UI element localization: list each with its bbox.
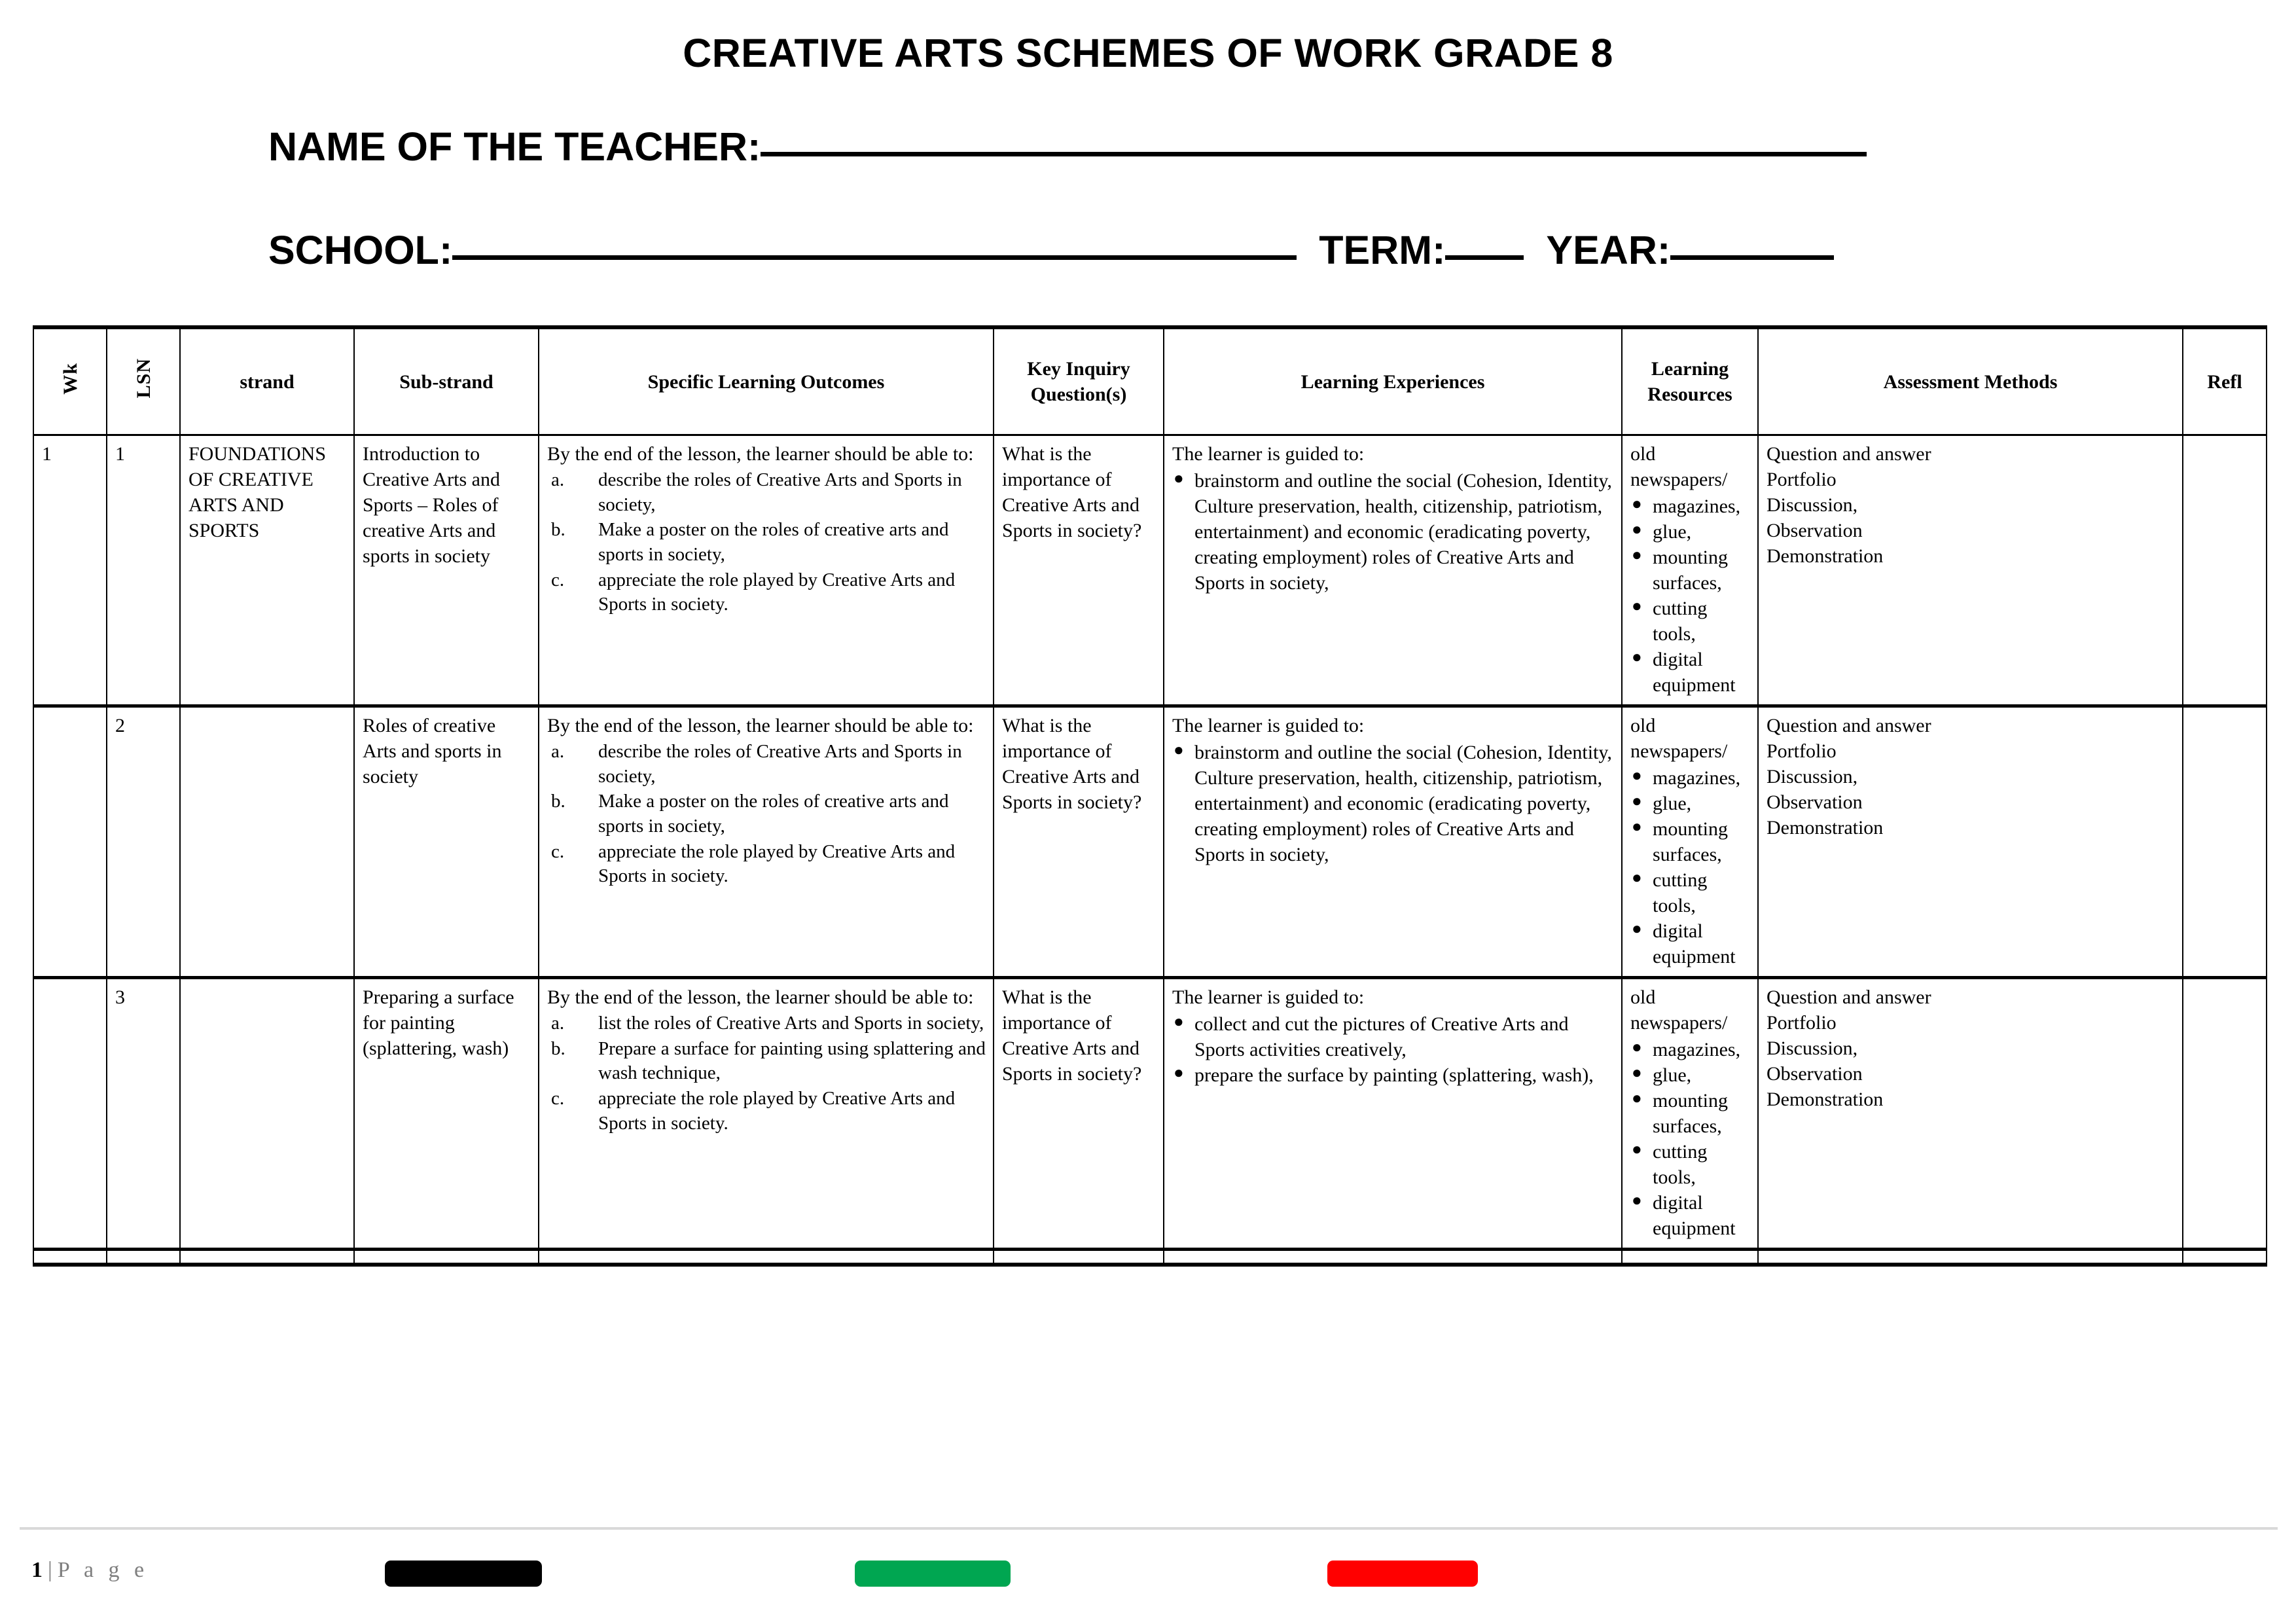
column-header-lsn-label: LSN bbox=[132, 358, 154, 399]
year-input-rule[interactable] bbox=[1670, 255, 1834, 260]
column-header-refl: Refl bbox=[2183, 327, 2267, 435]
list-item: ● glue, bbox=[1632, 791, 1692, 814]
red-bar bbox=[1327, 1561, 1478, 1587]
text-line: Observation bbox=[1767, 1063, 1863, 1085]
bullet-icon: ● bbox=[1632, 1191, 1642, 1210]
list-marker: b. bbox=[551, 519, 565, 541]
text-line: Portfolio bbox=[1767, 740, 1837, 762]
schemes-of-work-table bbox=[33, 325, 2267, 1267]
footer-divider bbox=[20, 1527, 2278, 1530]
black-bar bbox=[385, 1561, 542, 1587]
text-line: By the end of the lesson, the learner should be able to: bbox=[547, 443, 974, 465]
resources-list bbox=[1630, 765, 1751, 969]
bullet-icon: ● bbox=[1632, 545, 1642, 564]
list-marker: a. bbox=[551, 741, 565, 762]
outcomes-list bbox=[547, 468, 986, 617]
list-item: ● collect and cut the pictures of Creative Arts and Sports activities creatively, bbox=[1174, 1012, 1569, 1060]
cell-specific-learning-outcomes[interactable] bbox=[539, 978, 994, 1250]
list-marker: b. bbox=[551, 1038, 565, 1059]
list-item: ● prepare the surface by painting (splattering, wash), bbox=[1174, 1063, 1594, 1086]
green-bar bbox=[855, 1561, 1011, 1587]
school-term-year-row bbox=[268, 229, 1834, 271]
term-label: TERM: bbox=[1319, 228, 1446, 272]
text-line: Discussion, bbox=[1767, 1038, 1858, 1059]
resources-list bbox=[1630, 494, 1751, 698]
text-line: By the end of the lesson, the learner should be able to: bbox=[547, 986, 974, 1008]
school-input-rule[interactable] bbox=[452, 255, 1297, 260]
list-marker: c. bbox=[551, 840, 565, 862]
cell-sub-strand[interactable]: Preparing a surface for painting (splattering, wash) bbox=[354, 978, 539, 1250]
list-item: b. Make a poster on the roles of creative arts and sports in society, bbox=[551, 519, 949, 566]
term-input-rule[interactable] bbox=[1445, 255, 1524, 260]
cell-lsn[interactable]: 1 bbox=[107, 435, 180, 706]
text-line: The learner is guided to: bbox=[1172, 715, 1365, 736]
cell-refl[interactable] bbox=[2183, 978, 2267, 1250]
list-item: a. list the roles of Creative Arts and Sports in society, bbox=[547, 1011, 986, 1036]
teacher-label: NAME OF THE TEACHER: bbox=[268, 124, 761, 169]
cell-learning-experiences[interactable] bbox=[1164, 1250, 1622, 1265]
text-line: Demonstration bbox=[1767, 1089, 1884, 1110]
list-item: ● mounting surfaces, bbox=[1632, 545, 1729, 594]
table-header-row bbox=[33, 327, 2267, 435]
bullet-icon: ● bbox=[1632, 791, 1642, 810]
list-marker: b. bbox=[551, 791, 565, 812]
list-item: ● mounting surfaces, bbox=[1632, 1089, 1729, 1137]
teacher-field-row bbox=[268, 126, 1867, 168]
bullet-icon: ● bbox=[1632, 647, 1642, 666]
list-item: ● magazines, bbox=[1632, 494, 1741, 517]
year-label: YEAR: bbox=[1546, 228, 1671, 272]
cell-refl[interactable] bbox=[2183, 435, 2267, 706]
cell-strand[interactable] bbox=[180, 978, 354, 1250]
cell-lsn[interactable]: 2 bbox=[107, 706, 180, 978]
bullet-icon: ● bbox=[1632, 868, 1642, 887]
experiences-list bbox=[1172, 740, 1615, 867]
cell-assessment-methods[interactable] bbox=[1758, 1250, 2183, 1265]
footer-page-indicator bbox=[31, 1558, 149, 1583]
list-marker: c. bbox=[551, 569, 565, 590]
table-row bbox=[33, 978, 2267, 1250]
page-footer bbox=[31, 1553, 2270, 1612]
column-header-wk bbox=[33, 327, 107, 435]
cell-lsn[interactable]: 3 bbox=[107, 978, 180, 1250]
experiences-list bbox=[1172, 1011, 1615, 1088]
list-item: ● digital equipment bbox=[1632, 647, 1736, 696]
bullet-icon: ● bbox=[1174, 469, 1184, 488]
resources-list bbox=[1630, 1037, 1751, 1241]
cell-wk[interactable]: 1 bbox=[33, 435, 107, 706]
text-line: Question and answer bbox=[1767, 443, 1931, 465]
text-line: Demonstration bbox=[1767, 817, 1884, 839]
bullet-icon: ● bbox=[1174, 1063, 1184, 1082]
list-marker: a. bbox=[551, 469, 565, 490]
cell-refl[interactable] bbox=[2183, 1250, 2267, 1265]
list-item: ● brainstorm and outline the social (Cohesion, Identity, Culture preservation, health, citizenship, patriotism, entertainment) and economic (eradicating poverty, creating employment) roles of Creative Arts and Sports in society, bbox=[1174, 740, 1612, 865]
bullet-icon: ● bbox=[1632, 1140, 1642, 1159]
page-title: CREATIVE ARTS SCHEMES OF WORK GRADE 8 bbox=[683, 31, 1613, 75]
text-line: Question and answer bbox=[1767, 986, 1931, 1008]
bullet-icon: ● bbox=[1632, 817, 1642, 836]
list-item: ● cutting tools, bbox=[1632, 596, 1708, 645]
cell-learning-resources[interactable] bbox=[1622, 706, 1758, 978]
list-item: a. describe the roles of Creative Arts and Sports in society, bbox=[551, 469, 962, 515]
cell-key-inquiry-question[interactable]: What is the importance of Creative Arts and Sports in society? bbox=[994, 978, 1164, 1250]
footer-page-number: 1 bbox=[31, 1558, 43, 1582]
cell-wk[interactable] bbox=[33, 978, 107, 1250]
cell-refl[interactable] bbox=[2183, 706, 2267, 978]
teacher-input-rule[interactable] bbox=[761, 152, 1867, 156]
outcomes-list bbox=[547, 1011, 986, 1136]
column-header-specific-learning-outcomes: Specific Learning Outcomes bbox=[539, 327, 994, 435]
cell-learning-resources[interactable] bbox=[1622, 978, 1758, 1250]
list-marker: a. bbox=[551, 1013, 565, 1034]
cell-learning-experiences[interactable] bbox=[1164, 435, 1622, 706]
text-line: old newspapers/ bbox=[1630, 443, 1728, 490]
cell-assessment-methods[interactable] bbox=[1758, 435, 2183, 706]
cell-learning-resources[interactable] bbox=[1622, 435, 1758, 706]
text-line: Observation bbox=[1767, 520, 1863, 541]
experiences-list bbox=[1172, 468, 1615, 596]
cell-learning-experiences[interactable] bbox=[1164, 706, 1622, 978]
bullet-icon: ● bbox=[1632, 596, 1642, 615]
cell-key-inquiry-question[interactable]: What is the importance of Creative Arts and Sports in society? bbox=[994, 435, 1164, 706]
list-item: a. describe the roles of Creative Arts and Sports in society, bbox=[551, 741, 962, 787]
cell-wk[interactable] bbox=[33, 1250, 107, 1265]
cell-strand[interactable] bbox=[180, 1250, 354, 1265]
list-item: ● digital equipment bbox=[1632, 919, 1736, 967]
column-header-strand: strand bbox=[180, 327, 354, 435]
text-line: Demonstration bbox=[1767, 545, 1884, 567]
text-line: Question and answer bbox=[1767, 715, 1931, 736]
cell-sub-strand[interactable]: Roles of creative Arts and sports in society bbox=[354, 706, 539, 978]
list-item: ● mounting surfaces, bbox=[1632, 817, 1729, 865]
text-line: Discussion, bbox=[1767, 494, 1858, 516]
column-header-lsn bbox=[107, 327, 180, 435]
cell-assessment-methods[interactable] bbox=[1758, 706, 2183, 978]
list-item: c. appreciate the role played by Creative Arts and Sports in society. bbox=[551, 840, 956, 887]
cell-specific-learning-outcomes[interactable] bbox=[539, 1250, 994, 1265]
text-line: Observation bbox=[1767, 791, 1863, 813]
cell-wk[interactable] bbox=[33, 706, 107, 978]
cell-sub-strand[interactable]: Introduction to Creative Arts and Sports – Roles of creative Arts and sports in society bbox=[354, 435, 539, 706]
text-line: The learner is guided to: bbox=[1172, 986, 1365, 1008]
bullet-icon: ● bbox=[1632, 1089, 1642, 1108]
cell-specific-learning-outcomes[interactable] bbox=[539, 706, 994, 978]
cell-assessment-methods[interactable] bbox=[1758, 978, 2183, 1250]
column-header-key-inquiry-questions: Key Inquiry Question(s) bbox=[994, 327, 1164, 435]
cell-sub-strand[interactable] bbox=[354, 1250, 539, 1265]
table-body bbox=[33, 435, 2267, 1265]
column-header-wk-label: Wk bbox=[59, 362, 81, 395]
bullet-icon: ● bbox=[1632, 919, 1642, 938]
outcomes-list bbox=[547, 740, 986, 889]
text-line: The learner is guided to: bbox=[1172, 443, 1365, 465]
column-header-sub-strand: Sub-strand bbox=[354, 327, 539, 435]
bullet-icon: ● bbox=[1632, 494, 1642, 513]
table-row bbox=[33, 1250, 2267, 1265]
text-line: By the end of the lesson, the learner should be able to: bbox=[547, 715, 974, 736]
list-item: ● magazines, bbox=[1632, 1038, 1741, 1060]
cell-specific-learning-outcomes[interactable] bbox=[539, 435, 994, 706]
bullet-icon: ● bbox=[1632, 1038, 1642, 1056]
footer-page-word: P a g e bbox=[57, 1558, 149, 1582]
list-item: ● magazines, bbox=[1632, 766, 1741, 789]
list-marker: c. bbox=[551, 1088, 565, 1110]
footer-separator: | bbox=[48, 1558, 52, 1582]
text-line: old newspapers/ bbox=[1630, 715, 1728, 762]
column-header-learning-resources: Learning Resources bbox=[1622, 327, 1758, 435]
list-item: ● cutting tools, bbox=[1632, 1140, 1708, 1188]
list-item: b. Make a poster on the roles of creative arts and sports in society, bbox=[551, 791, 949, 837]
bullet-icon: ● bbox=[1174, 740, 1184, 759]
cell-strand[interactable] bbox=[180, 706, 354, 978]
text-line: Discussion, bbox=[1767, 766, 1858, 787]
cell-learning-resources[interactable] bbox=[1622, 1250, 1758, 1265]
bullet-icon: ● bbox=[1632, 1063, 1642, 1082]
list-item: ● brainstorm and outline the social (Cohesion, Identity, Culture preservation, health, citizenship, patriotism, entertainment) and economic (eradicating poverty, creating employment) roles of Creative Arts and Sports in society, bbox=[1174, 469, 1612, 594]
list-item: ● digital equipment bbox=[1632, 1191, 1736, 1239]
list-item: b. Prepare a surface for painting using splattering and wash technique, bbox=[551, 1038, 986, 1084]
list-item: ● cutting tools, bbox=[1632, 868, 1708, 916]
list-item: c. appreciate the role played by Creative Arts and Sports in society. bbox=[551, 569, 956, 615]
list-item: ● glue, bbox=[1632, 1063, 1692, 1086]
text-line: Portfolio bbox=[1767, 469, 1837, 490]
list-item: c. appreciate the role played by Creative Arts and Sports in society. bbox=[551, 1088, 956, 1134]
bullet-icon: ● bbox=[1632, 520, 1642, 539]
cell-strand[interactable]: FOUNDATIONS OF CREATIVE ARTS AND SPORTS bbox=[180, 435, 354, 706]
bullet-icon: ● bbox=[1174, 1012, 1184, 1031]
bullet-icon: ● bbox=[1632, 766, 1642, 785]
table-row bbox=[33, 435, 2267, 706]
column-header-learning-experiences: Learning Experiences bbox=[1164, 327, 1622, 435]
text-line: Portfolio bbox=[1767, 1012, 1837, 1034]
cell-key-inquiry-question[interactable] bbox=[994, 1250, 1164, 1265]
cell-learning-experiences[interactable] bbox=[1164, 978, 1622, 1250]
school-label: SCHOOL: bbox=[268, 228, 453, 272]
list-item: ● glue, bbox=[1632, 520, 1692, 543]
cell-lsn[interactable] bbox=[107, 1250, 180, 1265]
table-row bbox=[33, 706, 2267, 978]
cell-key-inquiry-question[interactable]: What is the importance of Creative Arts and Sports in society? bbox=[994, 706, 1164, 978]
column-header-assessment-methods: Assessment Methods bbox=[1758, 327, 2183, 435]
text-line: old newspapers/ bbox=[1630, 986, 1728, 1034]
